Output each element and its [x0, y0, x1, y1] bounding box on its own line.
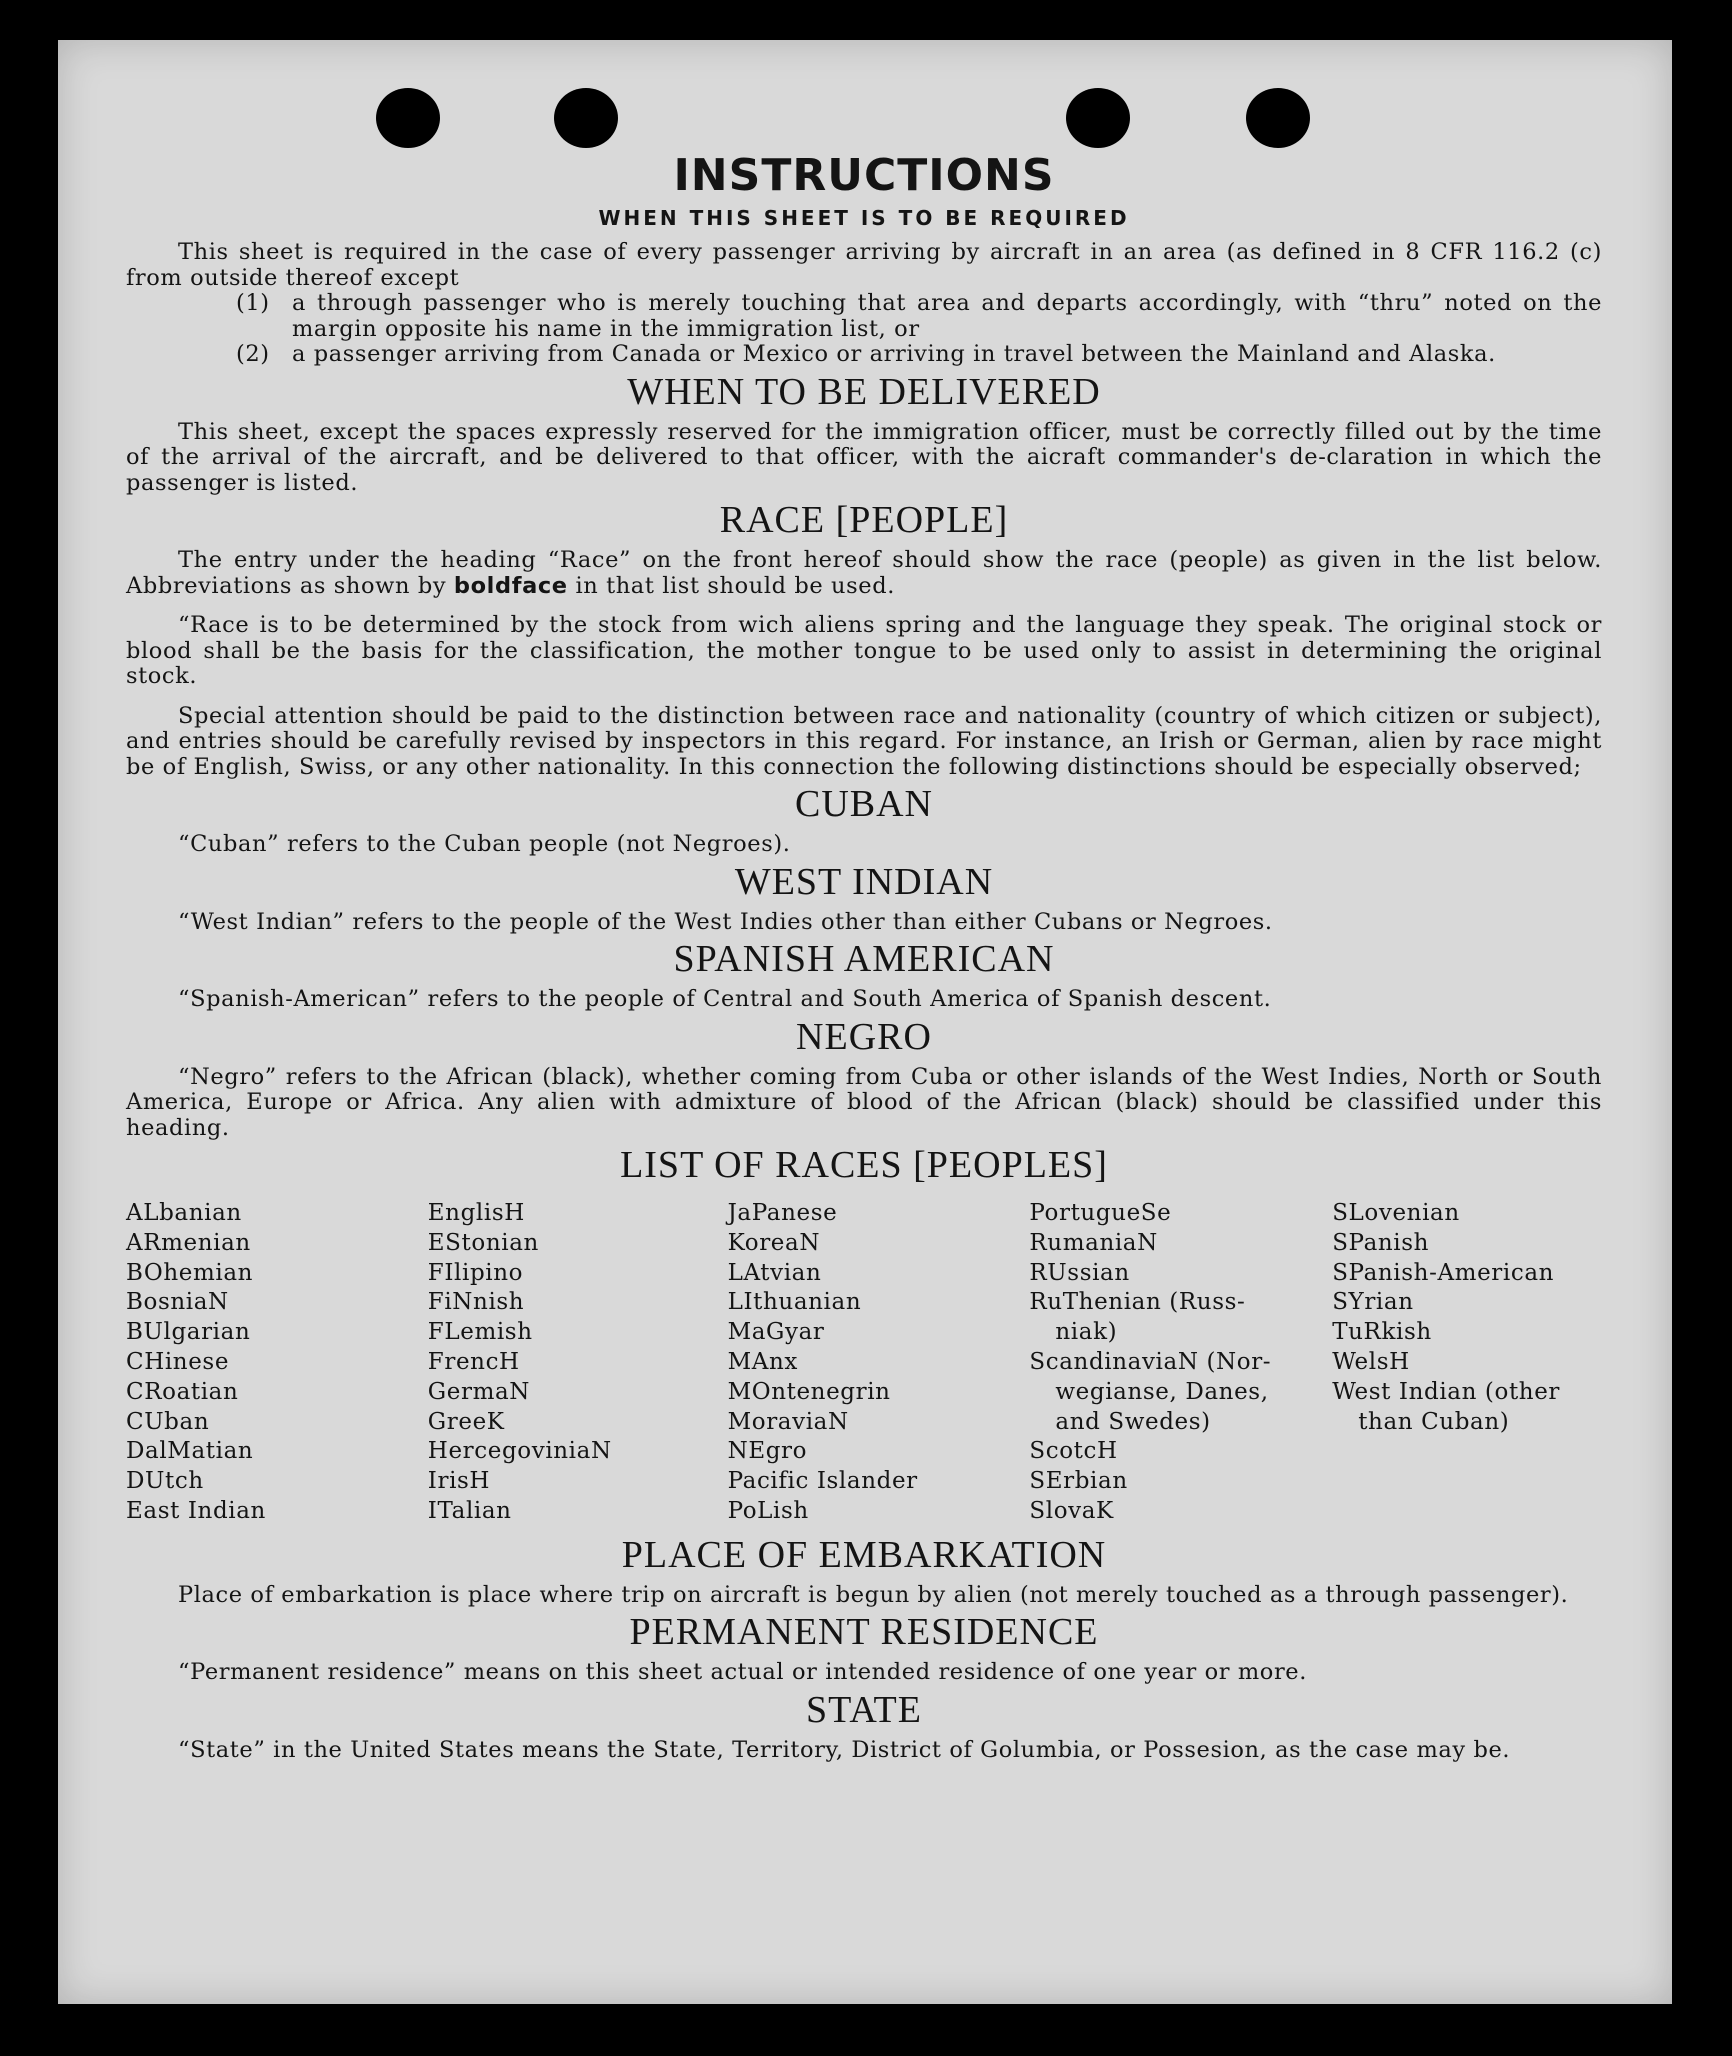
- race-entry: WelsH: [1332, 1348, 1410, 1375]
- section-heading-negro: NEGRO: [796, 1015, 932, 1058]
- exception-item: (1) a through passenger who is merely touching that area and departs accordingly, with “thru” noted on the margin opposite his name in the immigration list, or: [236, 290, 1602, 342]
- section-heading-spanish-american: SPANISH AMERICAN: [673, 938, 1055, 980]
- race-entry: ScandinaviaN (Nor-: [1029, 1348, 1272, 1375]
- race-paragraph: Special attention should be paid to the distinction between race and nationality (country of which citizen or subject), and entries should be carefully revised by inspectors in this regard. For instance, an Irish or German, alien by race might be of English, Swiss, or any other nationality. In this connection the following distinctions should be especially observed;: [126, 702, 1602, 780]
- race-entry: ALbanian: [126, 1200, 242, 1226]
- instructions-body: [126, 150, 1602, 1763]
- race-entry: RuThenian (Russ-: [1029, 1289, 1246, 1316]
- section-heading-west-indian: WEST INDIAN: [734, 860, 994, 903]
- races-list: [126, 1199, 1602, 1527]
- races-column-2: [428, 1199, 728, 1527]
- document-page: [58, 40, 1672, 2004]
- race-entry: TuRkish: [1332, 1319, 1432, 1346]
- punch-hole: [554, 88, 618, 148]
- race-entry: FIlipino: [427, 1259, 524, 1286]
- race-entry: EStonian: [427, 1229, 539, 1256]
- race-entry: and Swedes): [1055, 1408, 1211, 1435]
- race-entry: RumaniaN: [1029, 1229, 1158, 1256]
- race-entry: BosniaN: [126, 1289, 229, 1316]
- west-indian-text: “West Indian” refers to the people of the West Indies other than either Cubans or Negroes.: [178, 908, 1273, 935]
- embarkation-text: Place of embarkation is place where trip on aircraft is begun by alien (not merely touched as a through passenger).: [178, 1581, 1569, 1608]
- race-entry: East Indian: [126, 1497, 266, 1524]
- race-entry: SlovaK: [1029, 1497, 1114, 1524]
- race-entry: ARmenian: [126, 1229, 251, 1256]
- race-entry: JaPanese: [727, 1200, 838, 1226]
- race-entry: GreeK: [427, 1408, 505, 1435]
- race-entry: FrencH: [427, 1348, 520, 1375]
- section-heading-delivered: WHEN TO BE DELIVERED: [627, 370, 1101, 413]
- races-column-4: [1029, 1199, 1332, 1527]
- page-subtitle: WHEN THIS SHEET IS TO BE REQUIRED: [598, 206, 1130, 230]
- race-paragraph: “Race is to be determined by the stock from wich aliens spring and the language they speak. The original stock or blood shall be the basis for the classification, the mother tongue to be used only to assist in determining the original stock.: [126, 612, 1602, 689]
- race-entry: EnglisH: [427, 1200, 525, 1226]
- race-entry: ScotcH: [1029, 1438, 1118, 1465]
- section-heading-race: RACE [PEOPLE]: [719, 499, 1009, 541]
- race-entry: MaGyar: [727, 1319, 825, 1346]
- race-entry: GermaN: [427, 1378, 531, 1405]
- race-entry: CUban: [126, 1408, 210, 1435]
- race-entry: niak): [1055, 1319, 1118, 1346]
- race-entry: SErbian: [1029, 1468, 1128, 1495]
- race-entry: MOntenegrin: [727, 1378, 891, 1405]
- races-column-5: [1332, 1199, 1602, 1527]
- race-entry: PoLish: [727, 1497, 809, 1524]
- race-entry: KoreaN: [727, 1229, 821, 1256]
- residence-text: “Permanent residence” means on this sheet actual or intended residence of one year or more.: [178, 1659, 1307, 1686]
- page-title: INSTRUCTIONS: [673, 150, 1055, 201]
- boldface-word: boldface: [453, 572, 568, 599]
- race-paragraph: The entry under the heading “Race” on the front hereof should show the race (people) as given in the list below. Abbreviations as shown by boldface in that list should be used.: [126, 547, 1602, 599]
- race-entry: LAtvian: [727, 1259, 822, 1286]
- race-entry: DUtch: [126, 1468, 204, 1495]
- punch-hole: [1066, 88, 1130, 148]
- cuban-text: “Cuban” refers to the Cuban people (not Negroes).: [178, 831, 791, 857]
- race-entry: DalMatian: [126, 1438, 254, 1465]
- races-column-1: [126, 1199, 428, 1527]
- race-entry: BUlgarian: [126, 1319, 251, 1346]
- race-entry: West Indian (other: [1332, 1378, 1561, 1405]
- race-entry: FLemish: [427, 1319, 533, 1346]
- races-column-3: [728, 1199, 1030, 1527]
- race-entry: MAnx: [727, 1348, 798, 1375]
- race-entry: IrisH: [427, 1468, 491, 1495]
- required-intro: This sheet is required in the case of every passenger arriving by aircraft in an area (as defined in 8 CFR 116.2 (c) from outside thereof except: [126, 239, 1602, 291]
- exception-item: (2) a passenger arriving from Canada or Mexico or arriving in travel between the Mainland and Alaska.: [236, 341, 1496, 367]
- race-entry: ITalian: [427, 1497, 512, 1524]
- race-entry: BOhemian: [126, 1259, 254, 1286]
- race-entry: SPanish-American: [1332, 1259, 1555, 1286]
- punch-hole: [376, 88, 440, 148]
- delivered-text: This sheet, except the spaces expressly reserved for the immigration officer, must be correctly filled out by the time of the arrival of the aircraft, and be delivered to that officer, with the aicraft commander's de-claration in which the passenger is listed.: [126, 418, 1602, 496]
- section-heading-list-of-races: LIST OF RACES [PEOPLES]: [620, 1144, 1108, 1186]
- race-entry: CRoatian: [126, 1378, 239, 1405]
- spanish-american-text: “Spanish-American” refers to the people of Central and South America of Spanish descent.: [178, 986, 1272, 1012]
- section-heading-cuban: CUBAN: [794, 783, 934, 825]
- punch-hole: [1246, 88, 1310, 148]
- race-entry: HercegoviniaN: [427, 1438, 612, 1465]
- state-text: “State” in the United States means the State, Territory, District of Golumbia, or Possesion, as the case may be.: [178, 1736, 1511, 1763]
- section-heading-embarkation: PLACE OF EMBARKATION: [621, 1533, 1107, 1576]
- race-entry: SLovenian: [1332, 1200, 1460, 1226]
- race-entry: PortugueSe: [1029, 1200, 1172, 1226]
- race-entry: MoraviaN: [727, 1408, 849, 1435]
- race-entry: SPanish: [1332, 1229, 1430, 1256]
- race-entry: wegianse, Danes,: [1055, 1378, 1269, 1405]
- section-heading-residence: PERMANENT RESIDENCE: [629, 1611, 1099, 1654]
- race-entry: than Cuban): [1358, 1408, 1510, 1435]
- section-heading-state: STATE: [806, 1688, 922, 1731]
- race-entry: CHinese: [126, 1348, 230, 1375]
- race-entry: Pacific Islander: [727, 1468, 918, 1495]
- race-entry: LIthuanian: [727, 1289, 862, 1316]
- race-entry: RUssian: [1029, 1259, 1130, 1286]
- race-entry: NEgro: [727, 1438, 808, 1465]
- race-entry: FiNnish: [427, 1289, 525, 1316]
- race-entry: SYrian: [1332, 1289, 1414, 1316]
- negro-text: “Negro” refers to the African (black), whether coming from Cuba or other islands of the West Indies, North or South America, Europe or Africa. Any alien with admixture of blood of the African (black) should be classified under this heading.: [126, 1063, 1602, 1141]
